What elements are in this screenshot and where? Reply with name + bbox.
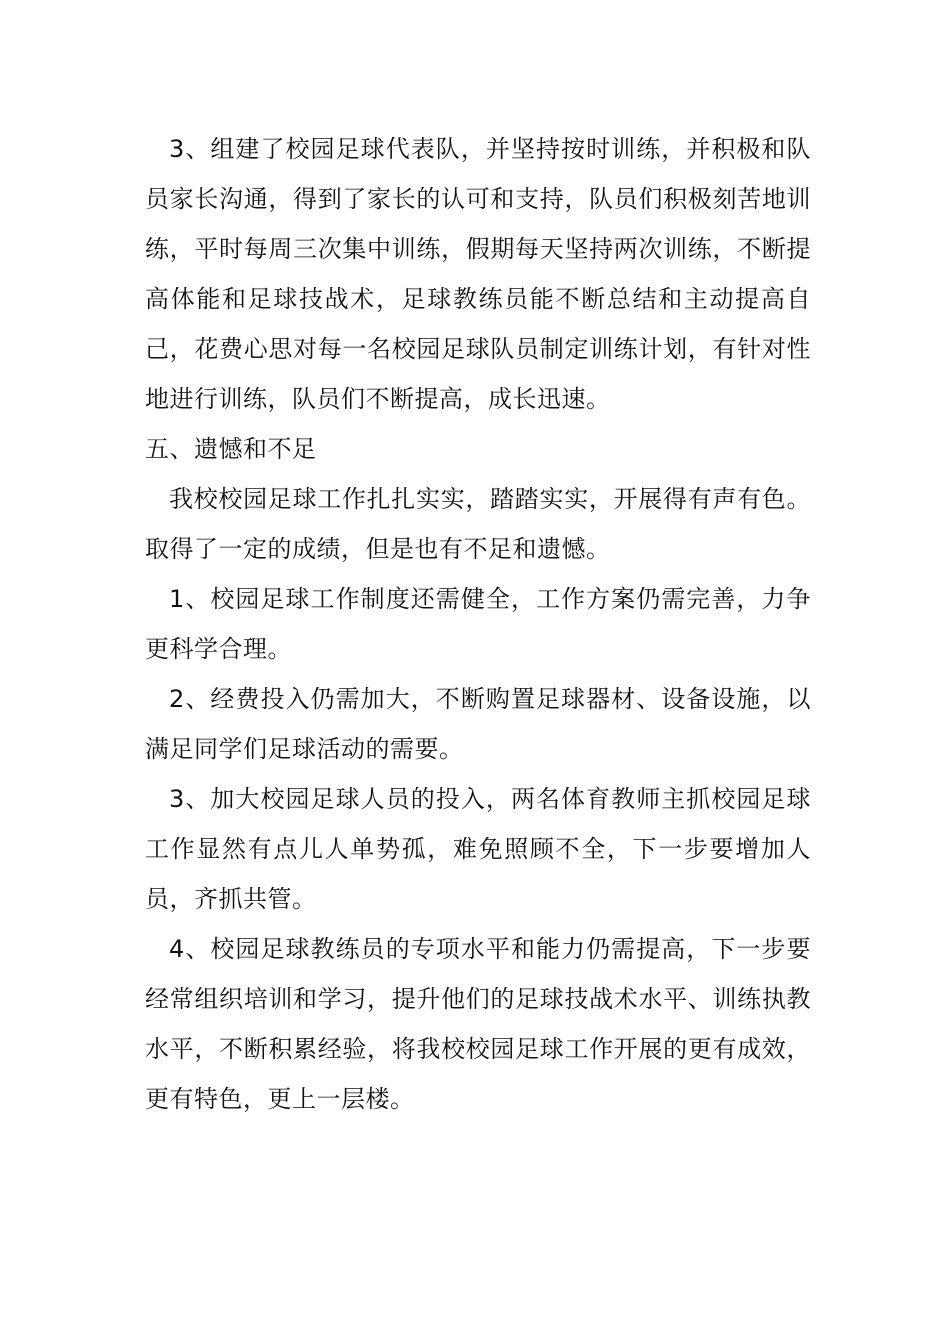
paragraph-item-3-staffing: 3、加大校园足球人员的投入，两名体育教师主抓校园足球工作显然有点儿人单势孤，难免照顾不全，下一步要增加人员，齐抓共管。 (145, 785, 811, 913)
section-heading-regrets: 五、遗憾和不足 (145, 435, 317, 463)
paragraph-item-3-training: 3、组建了校园足球代表队，并坚持按时训练，并积极和队员家长沟通，得到了家长的认可和支持，队员们积极刻苦地训练，平时每周三次集中训练，假期每天坚持两次训练，不断提高体能和足球技战术，足球教练员能不断总结和主动提高自己，花费心思对每一名校园足球队员制定训练计划，有针对性地进行训练，队员们不断提高，成长迅速。 (145, 135, 811, 413)
paragraph-item-1-system: 1、校园足球工作制度还需健全，工作方案仍需完善，力争更科学合理。 (145, 585, 811, 663)
paragraph-item-4-coaches: 4、校园足球教练员的专项水平和能力仍需提高，下一步要经常组织培训和学习，提升他们的足球技战术水平、训练执教水平，不断积累经验，将我校校园足球工作开展的更有成效，更有特色，更上一层楼。 (145, 935, 811, 1113)
paragraph-summary: 我校校园足球工作扎扎实实，踏踏实实，开展得有声有色。取得了一定的成绩，但是也有不足和遗憾。 (145, 485, 811, 563)
paragraph-item-2-funding: 2、经费投入仍需加大，不断购置足球器材、设备设施，以满足同学们足球活动的需要。 (145, 685, 811, 763)
document-body (145, 124, 811, 1124)
